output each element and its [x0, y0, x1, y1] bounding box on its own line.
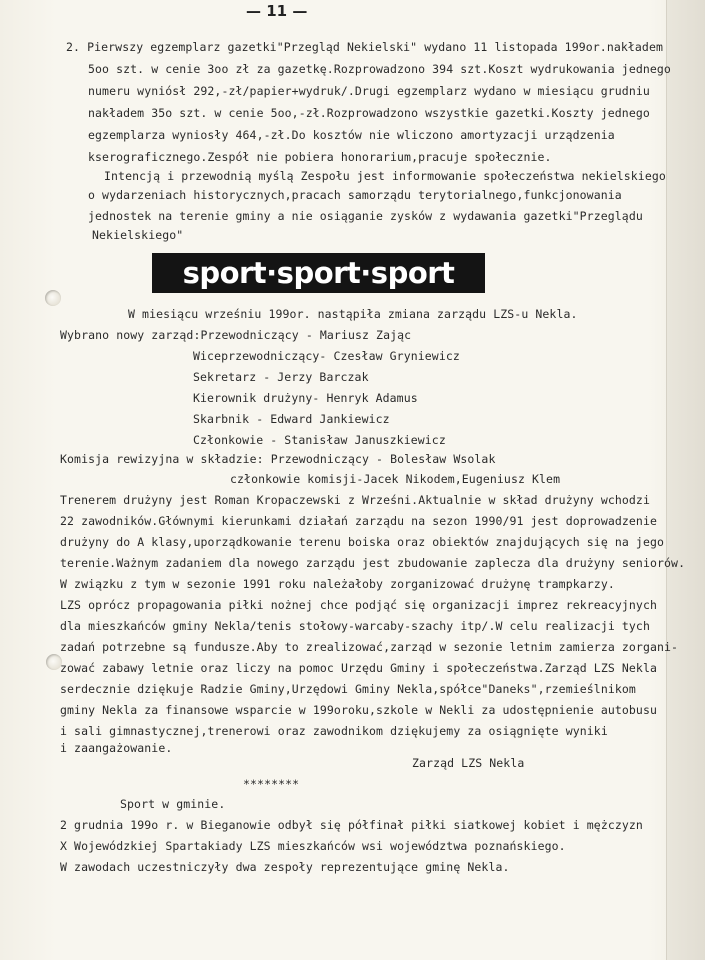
- paragraph-line: o wydarzeniach historycznych,pracach samorządu terytorialnego,funkcjonowania: [88, 188, 622, 202]
- paragraph-line: Nekielskiego": [92, 228, 184, 242]
- sport-banner: [152, 253, 485, 293]
- paragraph-line: dla mieszkańców gminy Nekla/tenis stołowy-warcaby-szachy itp/.W celu realizacji tych: [60, 619, 650, 633]
- paragraph-line: terenie.Ważnym zadaniem dla nowego zarządu jest zbudowanie zaplecza dla drużyny seniorów.: [60, 556, 686, 570]
- paragraph-line: serdecznie dziękuje Radzie Gminy,Urzędowi Gminy Nekla,spółce"Daneks",rzemieślnikom: [60, 682, 636, 696]
- section-separator: ********: [243, 777, 300, 791]
- paragraph-line: X Wojewódzkiej Spartakiady LZS mieszkańców wsi województwa poznańskiego.: [60, 839, 566, 853]
- paragraph-line: i sali gimnastycznej,trenerowi oraz zawodnikom dziękujemy za osiągnięte wyniki: [60, 724, 608, 738]
- paragraph-line: 2. Pierwszy egzemplarz gazetki"Przegląd Nekielski" wydano 11 listopada 199or.nakładem: [66, 40, 664, 54]
- paragraph-line: 22 zawodników.Głównymi kierunkami działań zarządu na sezon 1990/91 jest doprowadzenie: [60, 514, 658, 528]
- board-member: Kierownik drużyny- Henryk Adamus: [193, 391, 418, 405]
- board-member: Wiceprzewodniczący- Czesław Gryniewicz: [193, 349, 460, 363]
- paragraph-line: jednostek na terenie gminy a nie osiąganie zysków z wydawania gazetki"Przeglądu: [88, 209, 643, 223]
- paragraph-line: członkowie komisji-Jacek Nikodem,Eugeniusz Klem: [230, 472, 561, 486]
- paragraph-line: W miesiącu wrześniu 199or. nastąpiła zmiana zarządu LZS-u Nekla.: [128, 307, 578, 321]
- paragraph-line: Intencją i przewodnią myślą Zespołu jest informowanie społeczeństwa nekielskiego: [104, 169, 666, 183]
- paragraph-line: Wybrano nowy zarząd:Przewodniczący - Mariusz Zając: [60, 328, 412, 342]
- next-page-edge: [666, 0, 705, 960]
- banner-text: sport·sport·sport: [182, 256, 455, 290]
- paragraph-line: 5oo szt. w cenie 3oo zł za gazetkę.Rozprowadzono 394 szt.Koszt wydrukowania jednego: [88, 62, 671, 76]
- signature-line: Zarząd LZS Nekla: [412, 756, 525, 770]
- board-member: Sekretarz - Jerzy Barczak: [193, 370, 369, 384]
- paragraph-line: 2 grudnia 199o r. w Bieganowie odbył się półfinał piłki siatkowej kobiet i mężczyzn: [60, 818, 643, 832]
- section-heading: Sport w gminie.: [120, 797, 226, 811]
- paragraph-line: Trenerem drużyny jest Roman Kropaczewski z Wrześni.Aktualnie w skład drużyny wchodzi: [60, 493, 650, 507]
- punch-hole: [45, 290, 61, 306]
- paragraph-line: zadań potrzebne są fundusze.Aby to zrealizować,zarząd w sezonie letnim zamierza zorgani-: [60, 640, 679, 654]
- paragraph-line: W zawodach uczestniczyły dwa zespoły reprezentujące gminę Nekla.: [60, 860, 510, 874]
- paragraph-line: kserograficznego.Zespół nie pobiera honorarium,pracuje społecznie.: [88, 150, 552, 164]
- paragraph-line: i zaangażowanie.: [60, 741, 173, 755]
- paragraph-line: LZS oprócz propagowania piłki nożnej chce podjąć się organizacji imprez rekreacyjnych: [60, 598, 658, 612]
- board-member: Członkowie - Stanisław Januszkiewicz: [193, 433, 446, 447]
- paragraph-line: W związku z tym w sezonie 1991 roku należałoby zorganizować drużynę trampkarzy.: [60, 577, 615, 591]
- paragraph-line: gminy Nekla za finansowe wsparcie w 199oroku,szkole w Nekli za udostępnienie autobusu: [60, 703, 658, 717]
- board-member: Skarbnik - Edward Jankiewicz: [193, 412, 390, 426]
- page-number: — 11 —: [246, 2, 308, 20]
- paragraph-line: egzemplarza wyniosły 464,-zł.Do kosztów nie wliczono amortyzacji urządzenia: [88, 128, 615, 142]
- paragraph-line: zować zabawy letnie oraz liczy na pomoc Urzędu Gminy i społeczeństwa.Zarząd LZS Nekla: [60, 661, 658, 675]
- paragraph-line: Komisja rewizyjna w składzie: Przewodniczący - Bolesław Wsolak: [60, 452, 496, 466]
- paragraph-line: drużyny do A klasy,uporządkowanie terenu boiska oraz obiektów znajdujących się na jego: [60, 535, 665, 549]
- paragraph-line: numeru wyniósł 292,-zł/papier+wydruk/.Drugi egzemplarz wydano w miesiącu grudniu: [88, 84, 650, 98]
- paragraph-line: nakładem 35o szt. w cenie 5oo,-zł.Rozprowadzono wszystkie gazetki.Koszty jednego: [88, 106, 650, 120]
